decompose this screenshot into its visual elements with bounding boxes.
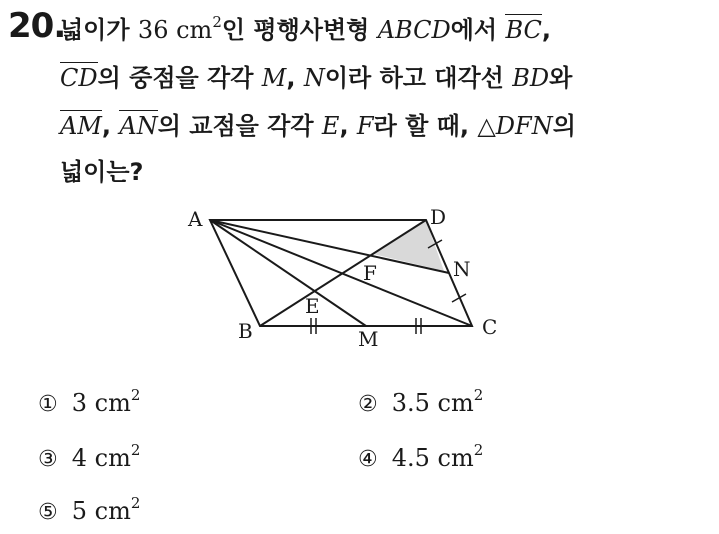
point-n: N — [303, 64, 325, 92]
parallelogram-figure — [180, 200, 510, 360]
choice-1[interactable] — [38, 386, 141, 417]
text-segment: 넓이가 — [60, 16, 138, 44]
text-segment: 라 할 때, — [373, 112, 478, 140]
choice-unit: cm — [94, 497, 131, 525]
choice-exponent: 2 — [130, 441, 141, 459]
question-line-1 — [60, 14, 551, 46]
label-n: N — [453, 257, 471, 281]
area-value: 36 $cm^2$ — [137, 13, 222, 44]
text-segment: , — [101, 112, 120, 140]
choice-unit: cm — [94, 444, 131, 472]
choice-value: 3.5 — [391, 389, 430, 417]
choice-exponent: 2 — [473, 386, 484, 404]
text-segment: 와 — [549, 64, 573, 92]
text-segment: 에서 — [450, 16, 506, 44]
label-b: B — [238, 319, 253, 343]
question-line-2 — [60, 62, 572, 94]
choice-3[interactable] — [38, 441, 141, 472]
question-line-4: 넓이는? — [60, 158, 144, 186]
choice-unit: cm — [437, 389, 474, 417]
choice-exponent: 2 — [130, 494, 141, 512]
triangle-symbol: △ — [477, 112, 496, 140]
choice-value: 3 — [71, 389, 88, 417]
shape-name: ABCD — [377, 16, 451, 44]
question-number: 20. — [8, 6, 66, 46]
label-e: E — [305, 294, 320, 318]
choice-mark: ③ — [38, 447, 58, 472]
question-line-3 — [60, 110, 576, 142]
choice-mark: ② — [358, 392, 378, 417]
point-e: E — [321, 112, 340, 140]
label-f: F — [363, 261, 377, 285]
choice-mark: ④ — [358, 447, 378, 472]
label-c: C — [482, 315, 498, 339]
choice-4[interactable] — [358, 441, 484, 472]
label-a: A — [188, 207, 203, 231]
choice-value: 5 — [71, 497, 88, 525]
choice-exponent: 2 — [130, 386, 141, 404]
diagonal-bd: BD — [512, 64, 550, 92]
choice-5[interactable] — [38, 494, 141, 525]
label-d: D — [430, 205, 447, 229]
text-segment: 의 — [552, 112, 576, 140]
label-m: M — [358, 327, 379, 351]
choice-exponent: 2 — [473, 441, 484, 459]
choice-unit: cm — [94, 389, 131, 417]
text-segment: 이라 하고 대각선 — [324, 64, 513, 92]
choice-unit: cm — [437, 444, 474, 472]
segment-an: AN — [119, 112, 158, 140]
segment-cd: CD — [60, 64, 98, 92]
triangle-dfn: DFN — [495, 112, 553, 140]
text-segment: , — [286, 64, 304, 92]
text-segment: 인 평행사변형 — [221, 16, 378, 44]
text-segment: 의 중점을 각각 — [97, 64, 262, 92]
text-segment: , — [339, 112, 357, 140]
point-m: M — [261, 64, 287, 92]
choice-value: 4.5 — [391, 444, 430, 472]
text-segment: , — [541, 16, 552, 44]
segment-am: AM — [60, 112, 102, 140]
choice-mark: ⑤ — [38, 500, 58, 525]
segment-bc: BC — [505, 16, 542, 44]
choice-value: 4 — [71, 444, 88, 472]
choice-2[interactable] — [358, 386, 484, 417]
choice-mark: ① — [38, 392, 58, 417]
point-f: F — [356, 112, 374, 140]
text-segment: 의 교점을 각각 — [157, 112, 322, 140]
